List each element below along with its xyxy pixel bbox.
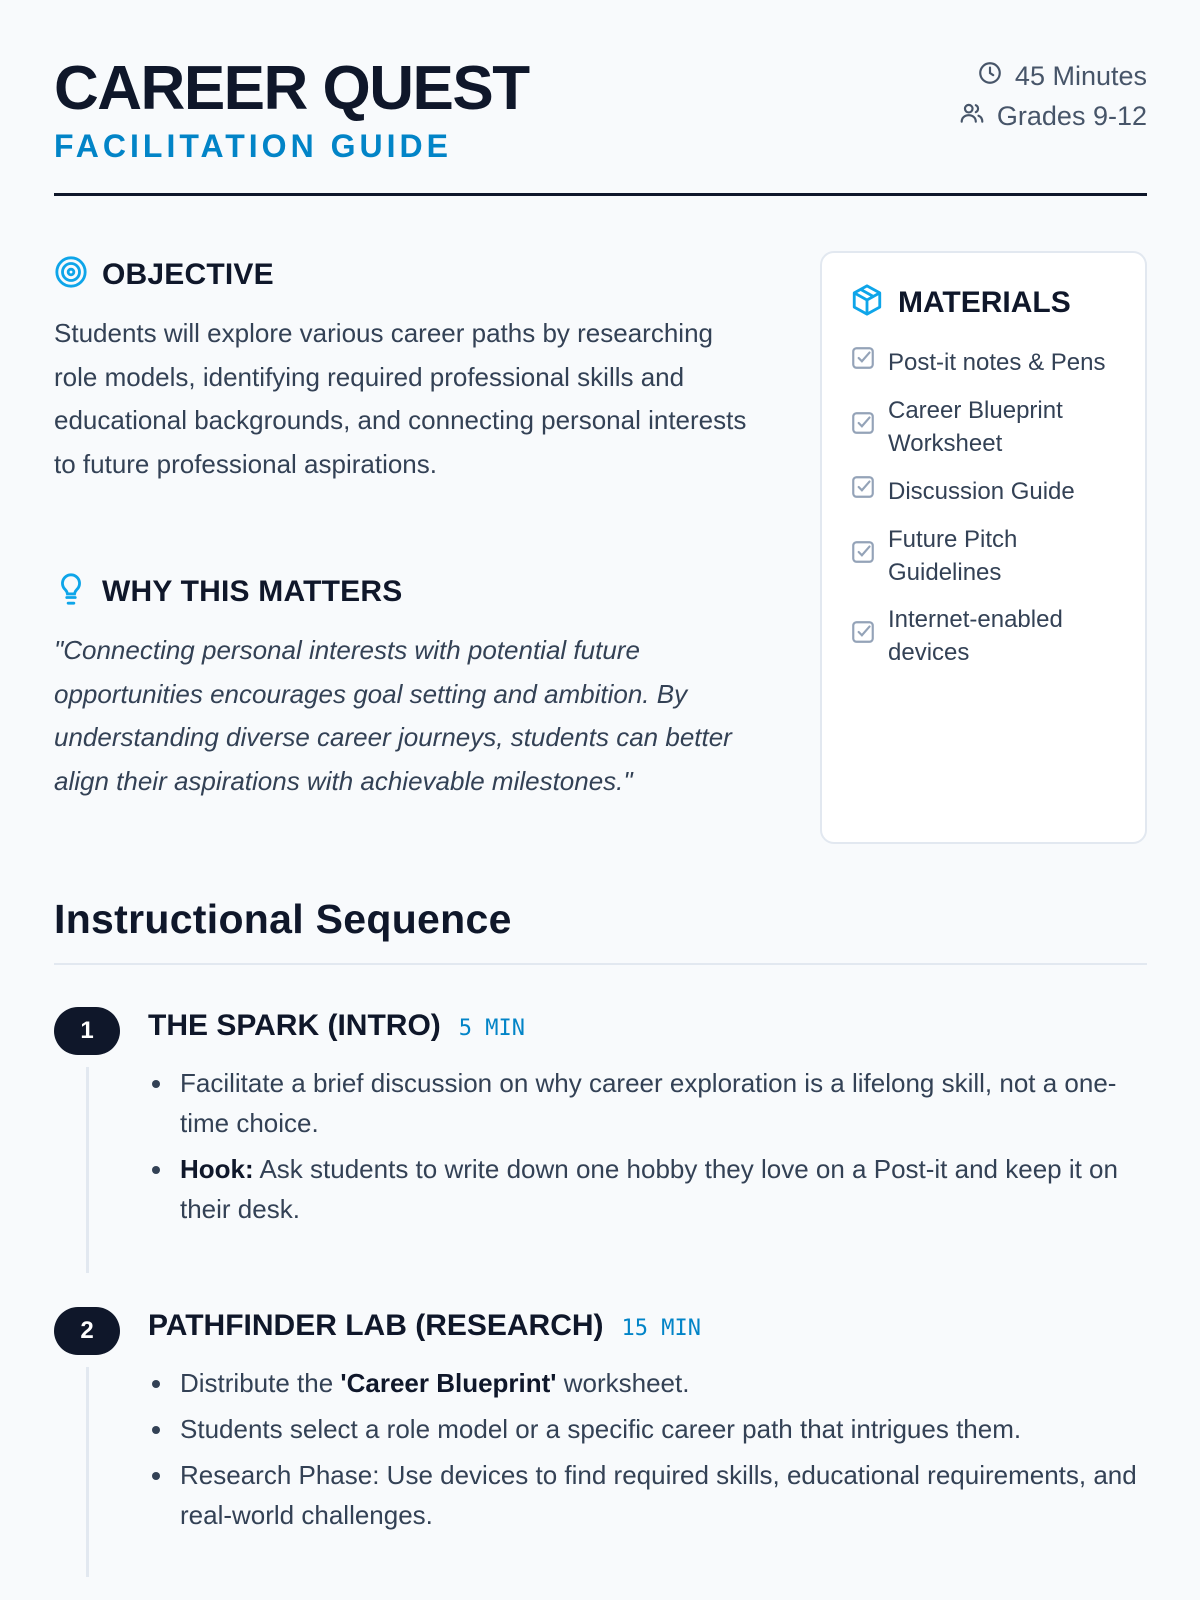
material-label: Future Pitch Guidelines: [888, 526, 1018, 586]
material-label: Discussion Guide: [888, 478, 1075, 505]
materials-heading-text: MATERIALS: [898, 285, 1071, 319]
list-item: [850, 394, 1130, 460]
list-item: [180, 1455, 1147, 1535]
list-item: [180, 1409, 1147, 1449]
list-item: [180, 1149, 1147, 1229]
step-header: [148, 1309, 701, 1343]
material-label: Post-it notes & Pens: [888, 349, 1106, 376]
objective-heading: [54, 255, 274, 294]
grades-row: [959, 96, 1147, 136]
why-heading: [54, 572, 402, 611]
users-icon: [959, 100, 985, 133]
list-item: [180, 1363, 1147, 1403]
list-item: [850, 603, 1130, 669]
lightbulb-icon: [54, 572, 88, 611]
checkbox-icon: [850, 345, 876, 380]
clock-icon: [977, 60, 1003, 93]
grades-text: Grades 9-12: [996, 100, 1147, 131]
bullet-bold: 'Career Blueprint': [340, 1368, 557, 1398]
step-duration: 15 MIN: [621, 1316, 702, 1341]
facilitation-guide-page: [54, 0, 1147, 1600]
divider: [54, 963, 1147, 965]
bullet-text: Facilitate a brief discussion on why career exploration is a lifelong skill, not a one-time choice.: [180, 1068, 1117, 1138]
bullet-bold: Hook:: [180, 1154, 254, 1184]
step-bullets: [180, 1363, 1147, 1541]
step-duration: 5 MIN: [458, 1016, 525, 1041]
step-timeline-line: [86, 1367, 89, 1577]
bullet-text: worksheet.: [556, 1368, 690, 1398]
materials-card: [820, 251, 1147, 844]
why-quote: "Connecting personal interests with potential future opportunities encourages goal setting and ambition. By understanding diverse career journeys, students can better align their aspirations with achievable milestones.": [54, 635, 732, 796]
bullet-text: Research Phase: Use devices to find required skills, educational requirements, and real-world challenges.: [180, 1460, 1137, 1530]
step-title: PATHFINDER LAB (RESEARCH): [148, 1309, 604, 1342]
bullet-text: Ask students to write down one hobby they love on a Post-it and keep it on their desk.: [180, 1154, 1118, 1224]
header: [54, 52, 1147, 196]
page-subtitle: FACILITATION GUIDE: [54, 128, 452, 164]
objective-heading-text: OBJECTIVE: [102, 257, 274, 291]
material-label: Internet-enabled devices: [888, 606, 1063, 666]
checkbox-icon: [850, 539, 876, 574]
materials-heading: [850, 283, 1071, 322]
step-bullets: [180, 1063, 1147, 1235]
objective-text: Students will explore various career paths by researching role models, identifying required professional skills and educational backgrounds, and connecting personal interests to future professional aspirations.: [54, 318, 747, 479]
target-icon: [54, 255, 88, 294]
sequence-heading: Instructional Sequence: [54, 896, 512, 942]
materials-list: [850, 345, 1130, 683]
checkbox-icon: [850, 619, 876, 654]
page-title: CAREER QUEST: [54, 54, 529, 123]
list-item: [850, 345, 1130, 380]
lesson-meta: [959, 56, 1147, 136]
why-heading-text: WHY THIS MATTERS: [102, 574, 403, 608]
duration-text: 45 Minutes: [1014, 60, 1147, 91]
list-item: [850, 474, 1130, 509]
step-timeline-line: [86, 1067, 89, 1273]
step-number-badge: 1: [54, 1007, 120, 1055]
step-title: THE SPARK (INTRO): [148, 1009, 441, 1042]
step-header: [148, 1009, 525, 1043]
bullet-pre: Distribute the: [180, 1368, 341, 1398]
list-item: [850, 523, 1130, 589]
material-label: Career Blueprint Worksheet: [888, 397, 1063, 457]
bullet-text: Students select a role model or a specific career path that intrigues them.: [180, 1414, 1022, 1444]
list-item: [180, 1063, 1147, 1143]
box-icon: [850, 283, 884, 322]
checkbox-icon: [850, 474, 876, 509]
duration-row: [959, 56, 1147, 96]
step-number-badge: 2: [54, 1307, 120, 1355]
checkbox-icon: [850, 410, 876, 445]
